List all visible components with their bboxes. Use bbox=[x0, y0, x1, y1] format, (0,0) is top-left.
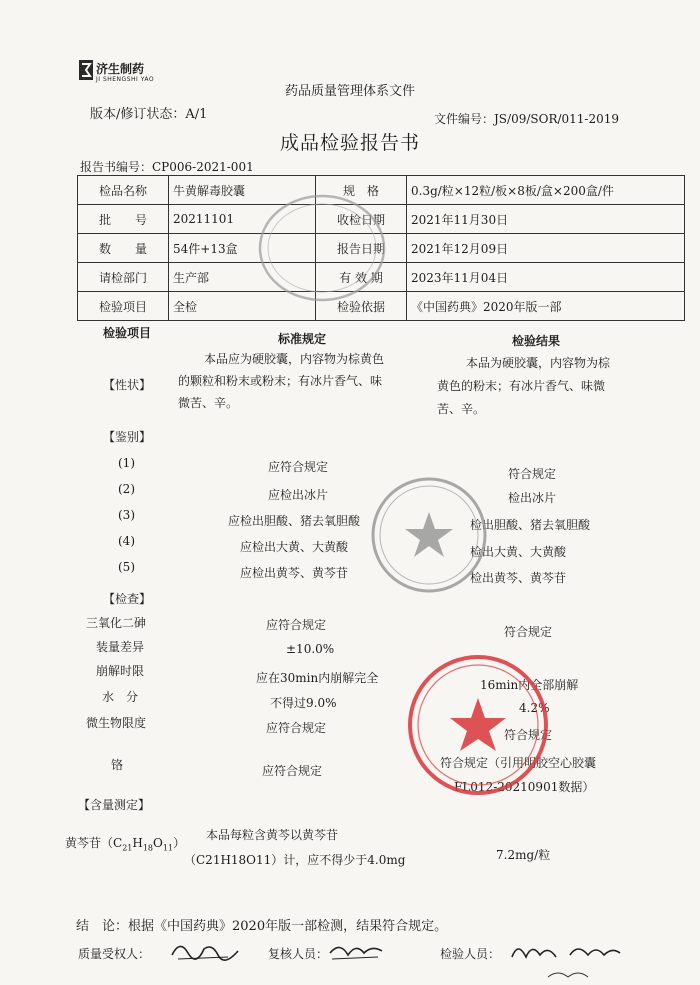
character-result-line2: 黄色的粉末；有冰片香气、味微 bbox=[437, 379, 606, 393]
ident-result: 检出大黄、大黄酸 bbox=[470, 545, 567, 559]
inspection-result: 16min内全部崩解 bbox=[480, 678, 579, 692]
inspection-standard: 应在30min内崩解完全 bbox=[256, 671, 379, 685]
batch-label: 批 号 bbox=[78, 205, 169, 234]
test-item-label: 检验项目 bbox=[78, 292, 169, 321]
logo-subtext: JI SHENGSHI YAO bbox=[96, 76, 155, 83]
test-item-value: 全检 bbox=[169, 292, 316, 321]
qa-label: 质量受权人： bbox=[78, 947, 151, 961]
basis-label: 检验依据 bbox=[316, 292, 407, 321]
assay-standard-line1: 本品每粒含黄芩以黄芩苷 bbox=[206, 828, 339, 842]
character-label: 【性状】 bbox=[103, 378, 152, 392]
inspection-result: 符合规定（引用明胶空心胶囊 bbox=[440, 756, 597, 770]
department-label: 请检部门 bbox=[78, 263, 169, 292]
inspection-name: 崩解时限 bbox=[96, 664, 145, 678]
spec-value: 0.3g/粒×12粒/板×8板/盒×200盒/件 bbox=[407, 176, 685, 205]
conclusion: 结 论：根据《中国药典》2020年版一部检测，结果符合规定。 bbox=[76, 919, 448, 934]
version-status: 版本/修订状态：A/1 bbox=[90, 107, 208, 122]
ident-no: (5) bbox=[118, 560, 135, 574]
qa-signature bbox=[168, 935, 242, 965]
character-result-line3: 苦、辛。 bbox=[437, 402, 486, 416]
ident-result: 检出冰片 bbox=[508, 491, 557, 505]
inspection-name: 微生物限度 bbox=[86, 716, 147, 730]
inspector-signature bbox=[508, 937, 628, 983]
inspection-standard: ±10.0% bbox=[286, 642, 335, 656]
report-number: 报告书编号：CP006-2021-001 bbox=[80, 160, 254, 174]
system-title: 药品质量管理体系文件 bbox=[284, 84, 415, 99]
column-result: 检验结果 bbox=[512, 334, 561, 348]
inspector-label: 检验人员： bbox=[440, 947, 501, 961]
logo-text: 济生制药 bbox=[96, 62, 145, 76]
column-item: 检验项目 bbox=[103, 326, 152, 340]
spec-label: 规 格 bbox=[316, 176, 407, 205]
inspection-name: 装量差异 bbox=[96, 640, 145, 654]
reviewer-signature bbox=[326, 935, 386, 965]
red-quality-seal bbox=[403, 650, 553, 800]
report-title: 成品检验报告书 bbox=[279, 132, 420, 154]
validity-label: 有 效 期 bbox=[316, 263, 407, 292]
document-number: 文件编号：JS/09/SOR/011-2019 bbox=[434, 112, 620, 126]
inspection-standard: 应符合规定 bbox=[266, 618, 327, 632]
report-date-value: 2021年12月09日 bbox=[407, 234, 685, 263]
assay-label: 【含量测定】 bbox=[78, 798, 151, 812]
inspection-name: 三氧化二砷 bbox=[86, 616, 147, 630]
inspection-result-line2: FL012-20210901数据） bbox=[454, 780, 595, 794]
inspection-standard: 不得过9.0% bbox=[270, 696, 337, 710]
receive-date-label: 收检日期 bbox=[316, 205, 407, 234]
inspection-standard: 应符合规定 bbox=[262, 764, 323, 778]
name-label: 检品名称 bbox=[78, 176, 169, 205]
report-date-label: 报告日期 bbox=[316, 234, 407, 263]
ident-standard: 应检出大黄、大黄酸 bbox=[240, 540, 349, 554]
assay-name-part: H bbox=[132, 836, 143, 850]
faded-seal bbox=[252, 188, 392, 308]
quantity-label: 数 量 bbox=[78, 234, 169, 263]
column-standard: 标准规定 bbox=[278, 332, 327, 346]
ident-result: 符合规定 bbox=[508, 467, 557, 481]
inspection-result: 符合规定 bbox=[504, 625, 553, 639]
ident-standard: 应检出黄芩、黄芩苷 bbox=[240, 566, 349, 580]
character-standard-line3: 微苦、辛。 bbox=[178, 396, 239, 410]
validity-value: 2023年11月04日 bbox=[407, 263, 685, 292]
assay-result: 7.2mg/粒 bbox=[496, 848, 551, 862]
department-value: 生产部 bbox=[169, 263, 316, 292]
receive-date-value: 2021年11月30日 bbox=[407, 205, 685, 234]
identification-label: 【鉴别】 bbox=[103, 430, 152, 444]
ident-no: (2) bbox=[118, 482, 135, 496]
inspection-name: 水 分 bbox=[102, 690, 139, 704]
ident-result: 检出黄芩、黄芩苷 bbox=[470, 571, 567, 585]
assay-name-part: ） bbox=[173, 836, 186, 850]
quantity-value: 54件+13盒 bbox=[169, 234, 316, 263]
ident-standard: 应检出胆酸、猪去氧胆酸 bbox=[228, 514, 361, 528]
product-name: 牛黄解毒胶囊 bbox=[169, 176, 316, 205]
ident-result: 检出胆酸、猪去氧胆酸 bbox=[470, 518, 591, 532]
reviewer-label: 复核人员： bbox=[268, 947, 329, 961]
assay-name-part: O bbox=[153, 836, 163, 850]
ident-standard: 应符合规定 bbox=[268, 460, 329, 474]
character-standard-line1: 本品应为硬胶囊，内容物为棕黄色 bbox=[204, 352, 385, 366]
gray-company-seal bbox=[368, 474, 490, 596]
inspection-result: 4.2% bbox=[519, 701, 550, 715]
assay-name-sub: 11 bbox=[162, 843, 174, 853]
ident-no: (3) bbox=[118, 508, 135, 522]
inspection-standard: 应符合规定 bbox=[266, 721, 327, 735]
assay-standard-line2: （C21H18O11）计，应不得少于4.0mg bbox=[184, 853, 406, 867]
character-standard-line2: 的颗粒和粉末或粉末；有冰片香气、味 bbox=[178, 374, 383, 388]
character-result-line1: 本品为硬胶囊，内容物为棕 bbox=[466, 356, 611, 370]
ident-standard: 应检出冰片 bbox=[268, 488, 329, 502]
inspection-label: 【检查】 bbox=[103, 592, 152, 606]
assay-name bbox=[65, 834, 185, 852]
inspection-name: 铬 bbox=[111, 758, 124, 772]
assay-name-part: 黄芩苷（C bbox=[65, 836, 123, 850]
assay-name-sub: 18 bbox=[142, 843, 154, 853]
inspection-result: 符合规定 bbox=[504, 728, 553, 742]
assay-name-sub: 21 bbox=[122, 843, 133, 853]
ident-no: (1) bbox=[118, 456, 135, 470]
batch-value: 20211101 bbox=[169, 205, 316, 234]
ident-no: (4) bbox=[118, 534, 135, 548]
basis-value: 《中国药典》2020年版一部 bbox=[407, 292, 685, 321]
